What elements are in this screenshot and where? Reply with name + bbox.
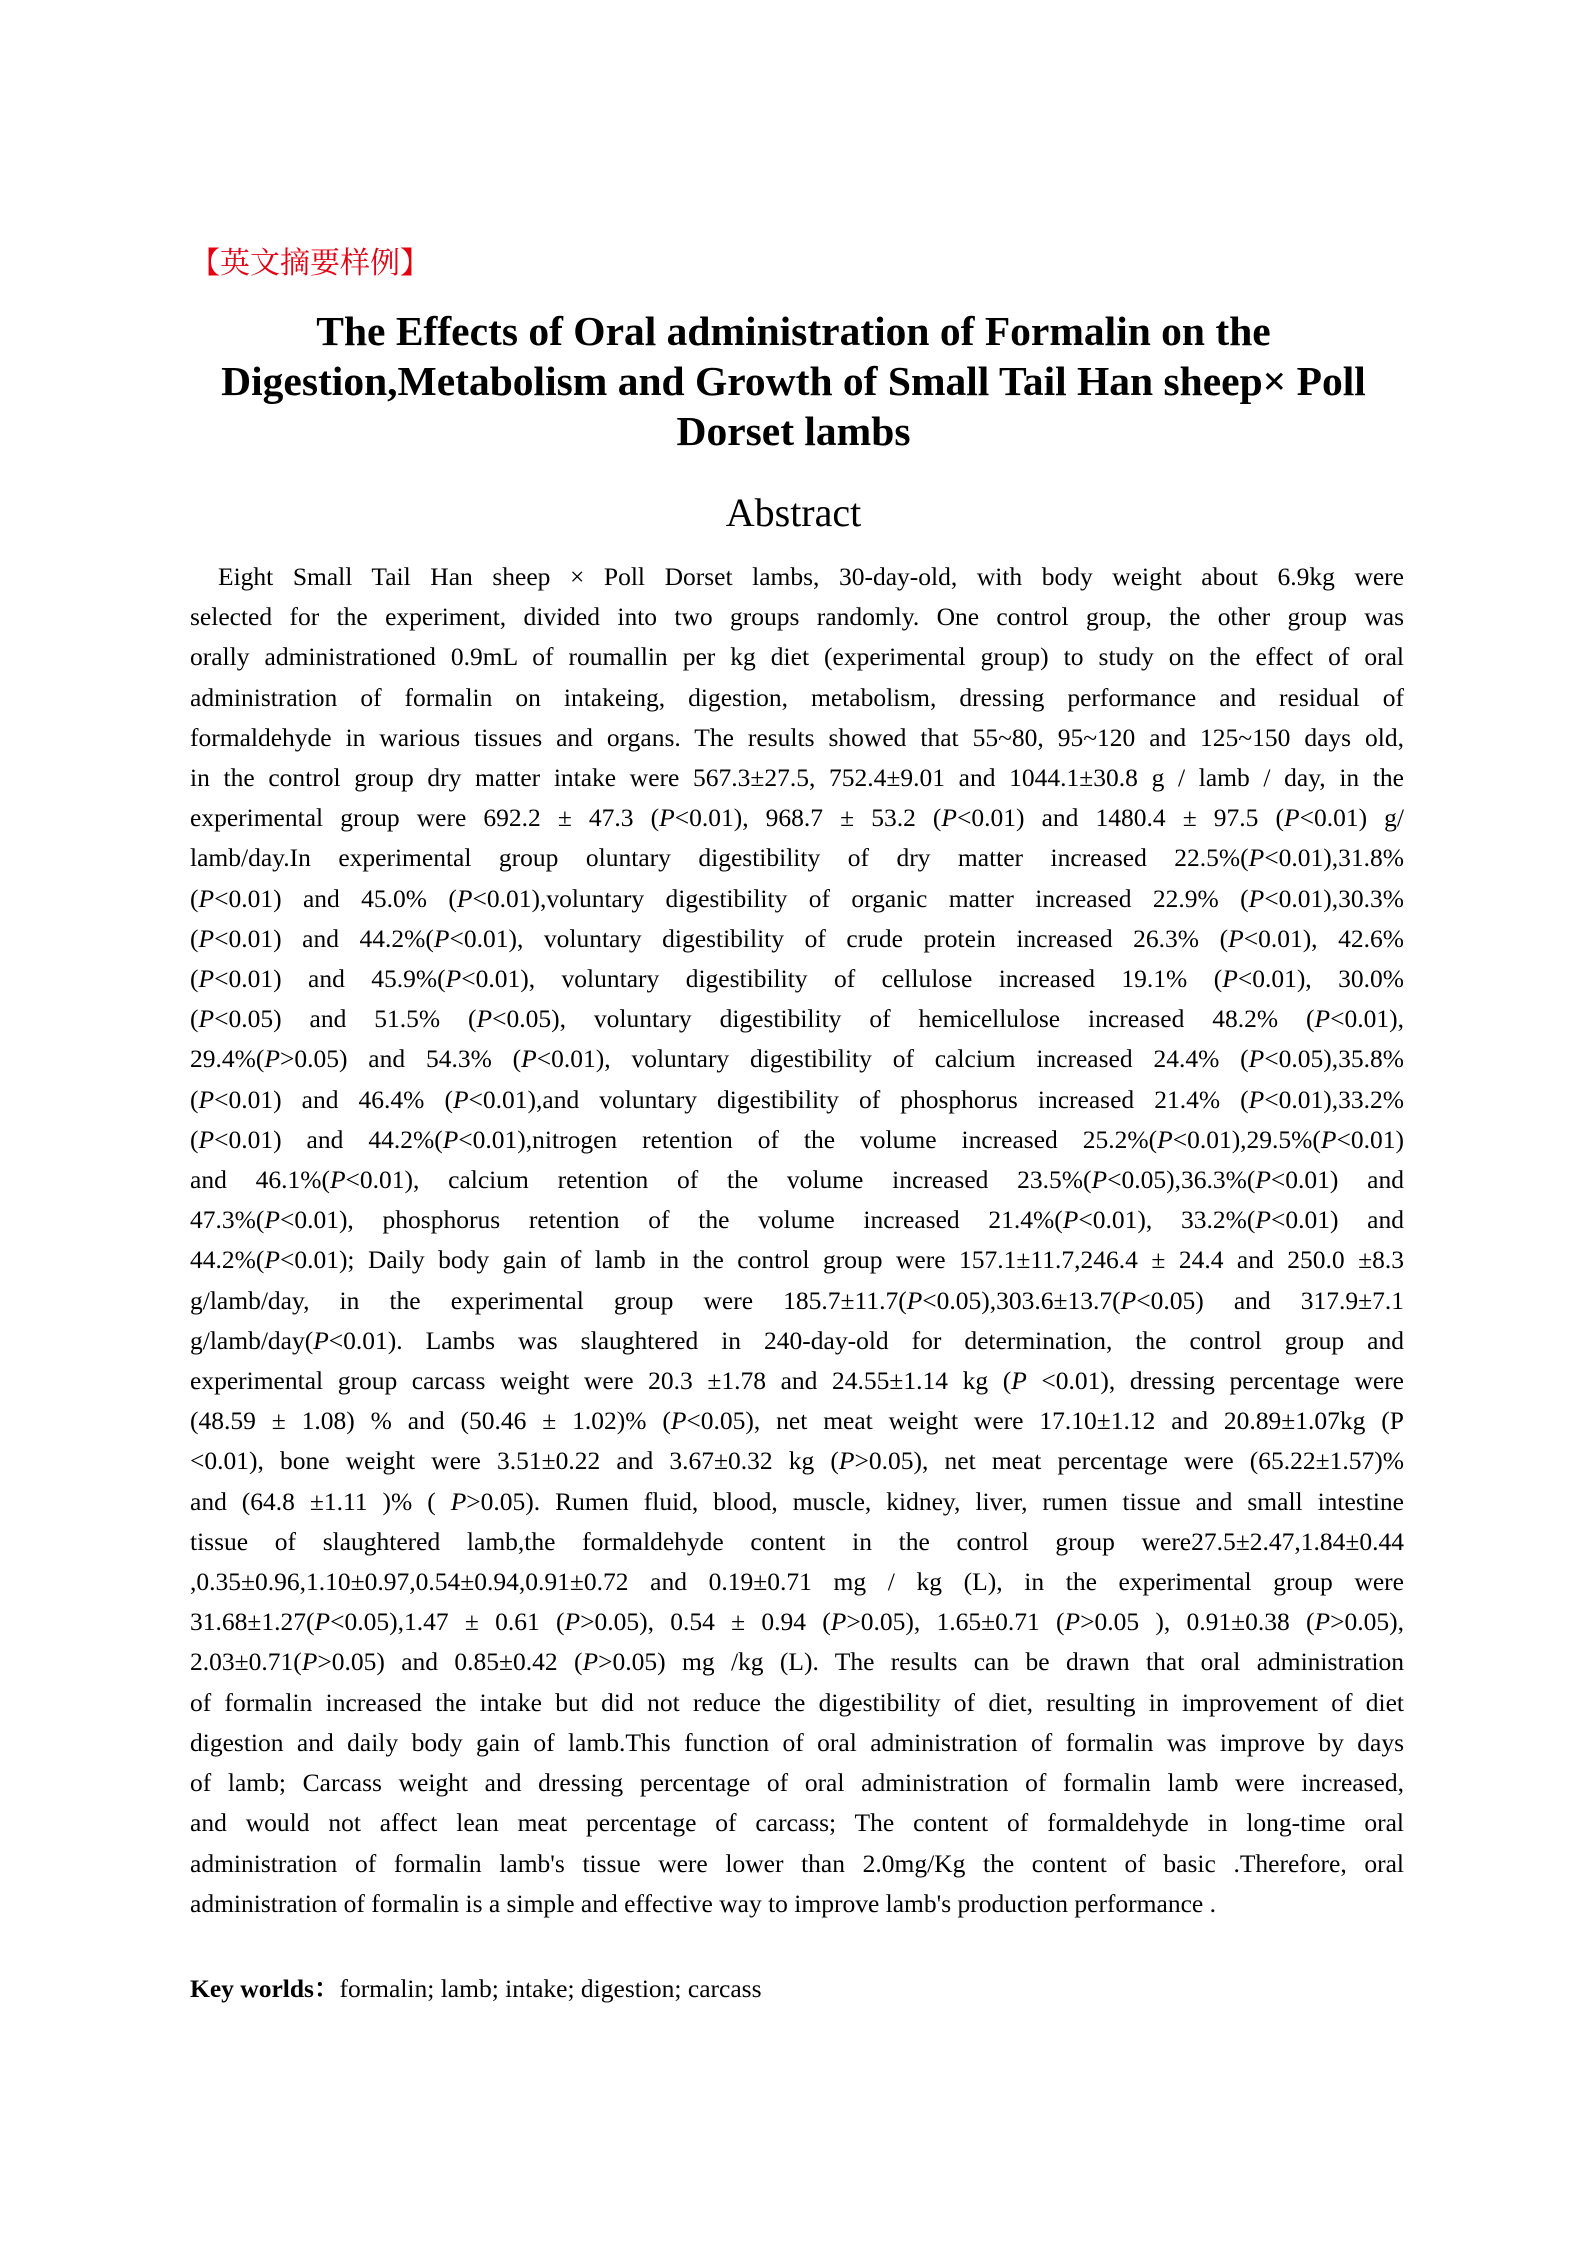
abstract-line: lamb/day.In experimental group oluntary digestibility of dry matter increased 22.5%(P<0.01),31.8% bbox=[190, 843, 1404, 873]
paper-title bbox=[150, 306, 1437, 456]
abstract-line: ,0.35±0.96,1.10±0.97,0.54±0.94,0.91±0.72 and 0.19±0.71 mg / kg (L), in the experimental group were bbox=[190, 1567, 1404, 1597]
abstract-line: tissue of slaughtered lamb,the formaldehyde content in the control group were27.5±2.47,1.84±0.44 bbox=[190, 1526, 1404, 1556]
title-line-2: Digestion,Metabolism and Growth of Small Tail Han sheep× Poll bbox=[221, 358, 1366, 404]
abstract-body bbox=[190, 557, 1404, 1924]
title-line-3: Dorset lambs bbox=[676, 408, 911, 454]
abstract-line: (P<0.01) and 44.2%(P<0.01),nitrogen retention of the volume increased 25.2%(P<0.01),29.5%(P<0.01) bbox=[190, 1124, 1404, 1154]
abstract-line: (P<0.01) and 45.0% (P<0.01),voluntary digestibility of organic matter increased 22.9% (P<0.01),30.3% bbox=[190, 883, 1404, 913]
abstract-line: <0.01), bone weight were 3.51±0.22 and 3.67±0.32 kg (P>0.05), net meat percentage were (65.22±1.57)% bbox=[190, 1446, 1405, 1476]
abstract-line: of formalin increased the intake but did not reduce the digestibility of diet, resulting in improvement of diet bbox=[190, 1687, 1404, 1717]
abstract-line: administration of formalin on intakeing, digestion, metabolism, dressing performance and residual of bbox=[190, 682, 1404, 712]
keywords-label: Key worlds： bbox=[190, 1974, 340, 2003]
abstract-line: and 46.1%(P<0.01), calcium retention of the volume increased 23.5%(P<0.05),36.3%(P<0.01) and bbox=[190, 1165, 1404, 1195]
abstract-line: Eight Small Tail Han sheep × Poll Dorset lambs, 30-day-old, with body weight about 6.9kg were bbox=[218, 562, 1404, 591]
abstract-line: of lamb; Carcass weight and dressing percentage of oral administration of formalin lamb were increased, bbox=[190, 1768, 1404, 1798]
abstract-line: g/lamb/day(P<0.01). Lambs was slaughtered in 240-day-old for determination, the control group and bbox=[190, 1325, 1404, 1355]
abstract-line: in the control group dry matter intake were 567.3±27.5, 752.4±9.01 and 1044.1±30.8 g / lamb / day, in the bbox=[190, 763, 1404, 793]
abstract-line: experimental group carcass weight were 20.3 ±1.78 and 24.55±1.14 kg (P <0.01), dressing percentage were bbox=[190, 1366, 1405, 1396]
abstract-line: 47.3%(P<0.01), phosphorus retention of the volume increased 21.4%(P<0.01), 33.2%(P<0.01) and bbox=[190, 1205, 1405, 1235]
abstract-line: experimental group were 692.2 ± 47.3 (P<0.01), 968.7 ± 53.2 (P<0.01) and 1480.4 ± 97.5 (P<0.01) g/ bbox=[190, 803, 1404, 833]
abstract-line: administration of formalin is a simple and effective way to improve lamb's production performance . bbox=[190, 1888, 1216, 1918]
abstract-line: orally administrationed 0.9mL of roumallin per kg diet (experimental group) to study on the effect of oral bbox=[190, 642, 1404, 672]
abstract-line: (48.59 ± 1.08) % and (50.46 ± 1.02)% (P<0.05), net meat weight were 17.10±1.12 and 20.89±1.07kg (P bbox=[190, 1406, 1404, 1436]
abstract-line: and would not affect lean meat percentage of carcass; The content of formaldehyde in long-time oral bbox=[190, 1808, 1404, 1838]
title-line-1: The Effects of Oral administration of Formalin on the bbox=[316, 308, 1271, 354]
abstract-heading: Abstract bbox=[725, 490, 862, 535]
abstract-line: selected for the experiment, divided into two groups randomly. One control group, the other group was bbox=[190, 602, 1404, 632]
abstract-line: 2.03±0.71(P>0.05) and 0.85±0.42 (P>0.05) mg /kg (L). The results can be drawn that oral administration bbox=[190, 1647, 1405, 1677]
abstract-line: administration of formalin lamb's tissue were lower than 2.0mg/Kg the content of basic .Therefore, oral bbox=[190, 1848, 1404, 1878]
abstract-line: (P<0.01) and 44.2%(P<0.01), voluntary digestibility of crude protein increased 26.3% (P<0.01), 42.6% bbox=[190, 923, 1404, 953]
abstract-line: (P<0.01) and 45.9%(P<0.01), voluntary digestibility of cellulose increased 19.1% (P<0.01), 30.0% bbox=[190, 964, 1404, 994]
sample-label: 【英文摘要样例】 bbox=[190, 246, 430, 281]
abstract-line: 29.4%(P>0.05) and 54.3% (P<0.01), voluntary digestibility of calcium increased 24.4% (P<0.05),35.8% bbox=[190, 1044, 1404, 1074]
abstract-line: 44.2%(P<0.01); Daily body gain of lamb in the control group were 157.1±11.7,246.4 ± 24.4 and 250.0 ±8.3 bbox=[190, 1245, 1404, 1275]
abstract-line: formaldehyde in warious tissues and organs. The results showed that 55~80, 95~120 and 125~150 days old, bbox=[190, 722, 1404, 752]
abstract-line: and (64.8 ±1.11 )% ( P>0.05). Rumen fluid, blood, muscle, kidney, liver, rumen tissue and small intestine bbox=[190, 1486, 1405, 1516]
abstract-line: digestion and daily body gain of lamb.This function of oral administration of formalin was improve by days bbox=[190, 1727, 1404, 1757]
abstract-line: (P<0.01) and 46.4% (P<0.01),and voluntary digestibility of phosphorus increased 21.4% (P<0.01),33.2% bbox=[190, 1084, 1404, 1114]
abstract-line: 31.68±1.27(P<0.05),1.47 ± 0.61 (P>0.05), 0.54 ± 0.94 (P>0.05), 1.65±0.71 (P>0.05 ), 0.91±0.38 (P>0.05), bbox=[190, 1607, 1404, 1637]
abstract-line: g/lamb/day, in the experimental group were 185.7±11.7(P<0.05),303.6±13.7(P<0.05) and 317.9±7.1 bbox=[190, 1285, 1404, 1315]
keywords-text: formalin; lamb; intake; digestion; carcass bbox=[339, 1974, 762, 2003]
keywords bbox=[190, 1969, 762, 2009]
abstract-line: (P<0.05) and 51.5% (P<0.05), voluntary digestibility of hemicellulose increased 48.2% (P<0.01), bbox=[190, 1004, 1404, 1034]
